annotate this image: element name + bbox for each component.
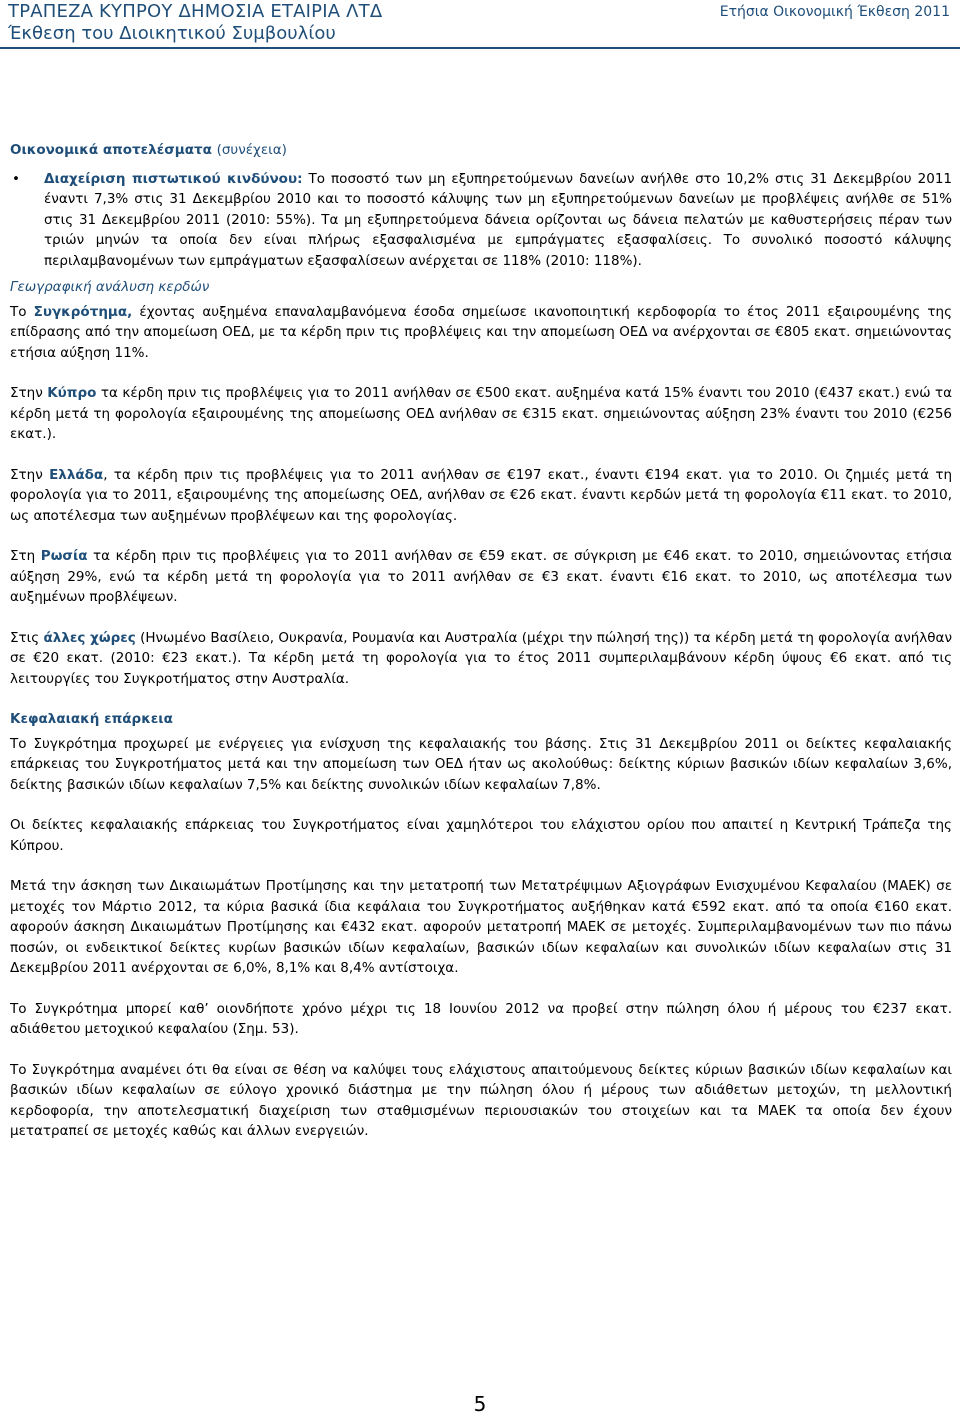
- geo-p5-bold: άλλες χώρες: [43, 629, 136, 646]
- capital-heading: Κεφαλαιακή επάρκεια: [10, 711, 173, 727]
- geo-russia-paragraph: [10, 546, 952, 608]
- capital-paragraph-2: Οι δείκτες κεφαλαιακής επάρκειας του Συγκροτήματος είναι χαμηλότεροι του ελάχιστου ορίου που απαιτεί η Κεντρική Τράπεζα της Κύπρου.: [10, 817, 952, 854]
- geo-p1-pre: Το: [10, 303, 34, 320]
- geo-p5-pre: Στις: [10, 629, 44, 646]
- section-title-paren: (συνέχεια): [216, 142, 287, 158]
- geo-greece-paragraph: [10, 465, 952, 527]
- document-body: [10, 140, 952, 1142]
- geo-p2-text: τα κέρδη πριν τις προβλέψεις για το 2011 ανήλθαν σε €500 εκατ. αυξημένα κατά 15% έναντι του 2010 (€437 εκατ.) ενώ τα κέρδη μετά τη φορολογία εξαιρουμένης της απομείωσης ΟΕΔ ανήλθαν σε €315 εκατ. σημειώνοντας αύξηση 23% έναντι του 2010 (€256 εκατ.).: [10, 385, 952, 442]
- geo-p3-pre: Στην: [10, 466, 50, 483]
- capital-paragraph-1: Το Συγκρότημα προχωρεί με ενέργειες για ενίσχυση της κεφαλαιακής του βάσης. Στις 31 Δεκεμβρίου 2011 οι δείκτες κεφαλαιακής επάρκειας του Συγκροτήματος μετά και την απομείωση των ΟΕΔ ήταν ως ακολούθως: δείκτης κύριων βασικών ιδίων κεφαλαίων 3,6%, δείκτης βασικών ιδίων κεφαλαίων 7,5% και δείκτης συνολικών ιδίων κεφαλαίων 7,8%.: [10, 735, 952, 793]
- geo-p4-pre: Στη: [10, 548, 41, 564]
- geo-p2-bold: Κύπρο: [47, 385, 97, 401]
- geo-p1-text: έχοντας αυξημένα επαναλαμβανόμενα έσοδα σημείωσε ικανοποιητική κερδοφορία το έτος 2011 εξαιρουμένης της επίδρασης από την απομείωση ΟΕΔ, με τα κέρδη πριν τις προβλέψεις και την απομείωση ΟΕΔ να ανέρχονται σε €805 εκατ. σημειώνοντας ετήσια αύξηση 11%.: [10, 303, 952, 361]
- geo-cyprus-paragraph: [10, 383, 952, 445]
- geo-heading: Γεωγραφική ανάλυση κερδών: [10, 279, 210, 295]
- geo-p4-text: τα κέρδη πριν τις προβλέψεις για το 2011 ανήλθαν σε €59 εκατ. σε σύγκριση με €46 εκατ. το 2010, σημειώνοντας ετήσια αύξηση 29%, ενώ τα κέρδη μετά τη φορολογία για το 2011 ανήλθαν σε €3 εκατ. έναντι €16 εκατ. το 2010, ως αποτέλεσμα των αυξημένων προβλέψεων.: [10, 548, 952, 605]
- header-subtitle: Έκθεση του Διοικητικού Συμβουλίου: [8, 23, 336, 44]
- geo-p2-pre: Στην: [10, 385, 48, 401]
- bullet-credit-risk: [10, 169, 952, 272]
- geo-p5-text: (Ηνωμένο Βασίλειο, Ουκρανία, Ρουμανία και Αυστραλία (μέχρι την πώλησή της)) τα κέρδη μετά τη φορολογία ανήλθαν σε €20 εκατ. (2010: €23 εκατ.). Τα κέρδη μετά τη φορολογία για το έτος 2011 συμπεριλαμβάνουν κέρδη ύψους €6 εκατ. από τις λειτουργίες του Συγκροτήματος στην Αυστραλία.: [10, 629, 952, 687]
- geo-other-paragraph: [10, 628, 952, 690]
- capital-paragraph-5: Το Συγκρότημα αναμένει ότι θα είναι σε θέση να καλύψει τους ελάχιστους απαιτούμενους δείκτες κύριων βασικών ιδίων κεφαλαίων και βασικών ιδίων κεφαλαίων σε εύλογο χρονικό διάστημα με την πώληση όλου ή μέρους των αδιάθετων μετοχών, τη μελλοντική κερδοφορία, την αποτελεσματική διαχείριση των σταθμισμένων περιουσιακών του στοιχείων και τα ΜΑΕΚ τα οποία δεν έχουν μετατραπεί σε μετοχές καθώς και άλλων ενεργειών.: [10, 1061, 952, 1139]
- geo-p4-bold: Ρωσία: [40, 548, 88, 564]
- section-title-text: Οικονομικά αποτελέσματα: [10, 142, 212, 158]
- capital-paragraph-3: Μετά την άσκηση των Δικαιωμάτων Προτίμησης και την μετατροπή των Μετατρέψιμων Αξιογράφων Ενισχυμένου Κεφαλαίου (ΜΑΕΚ) σε μετοχές τον Μάρτιο 2012, τα κύρια βασικά ίδια κεφάλαια του Συγκροτήματος αυξήθηκαν κατά €592 εκατ. από τα οποία €160 εκατ. αφορούν άσκηση Δικαιωμάτων Προτίμησης και €432 εκατ. αφορούν μετατροπή ΜΑΕΚ σε μετοχές. Συμπεριλαμβανομένων των πιο πάνω ποσών, οι ενδεικτικοί δείκτες κυρίων βασικών ιδίων κεφαλαίων, βασικών ιδίων κεφαλαίων και συνολικών ιδίων κεφαλαίων στις 31 Δεκεμβρίου 2011 ανέρχονται σε 6,0%, 8,1% και 8,4% αντίστοιχα.: [10, 878, 952, 976]
- bullet-icon: •: [12, 170, 20, 187]
- geo-group-paragraph: [10, 302, 952, 364]
- header-report-name: Ετήσια Οικονομική Έκθεση 2011: [719, 4, 950, 20]
- bullet-text: Το ποσοστό των μη εξυπηρετούμενων δανείων ανήλθε στο 10,2% στις 31 Δεκεμβρίου 2011 έναντι 7,3% στις 31 Δεκεμβρίου 2010 και το ποσοστό κάλυψης των μη εξυπηρετούμενων δανείων με προβλέψεις ανήλθε σε 51% στις 31 Δεκεμβρίου 2011 (2010: 55%). Τα μη εξυπηρετούμενα δάνεια ορίζονται ως δάνεια πελατών με καθυστερήσεις πέραν των τριών μηνών τα οποία δεν είναι πλήρως εξασφαλισμένα με εμπράγματες εξασφαλίσεις. Το συνολικό ποσοστό κάλυψης περιλαμβανομένων των εμπράγματων εξασφαλίσεων ανέρχεται σε 118% (2010: 118%).: [44, 170, 952, 269]
- capital-paragraph-4: Το Συγκρότημα μπορεί καθ’ οιονδήποτε χρόνο μέχρι τις 18 Ιουνίου 2012 να προβεί στην πώληση όλου ή μέρους του €237 εκατ. αδιάθετου μετοχικού κεφαλαίου (Σημ. 53).: [10, 1000, 952, 1037]
- bullet-paragraph: [44, 169, 952, 272]
- page-number: 5: [473, 1392, 487, 1416]
- page-header: [0, 0, 960, 50]
- geo-p3-text: , τα κέρδη πριν τις προβλέψεις για το 2011 ανήλθαν σε €197 εκατ., έναντι €194 εκατ. για το 2010. Οι ζημιές μετά τη φορολογία για το 2011, εξαιρουμένης της απομείωσης ΟΕΔ, ανήλθαν σε €26 εκατ. έναντι κερδών μετά τη φορολογία €11 εκατ. το 2010, ως αποτέλεσμα των αυξημένων προβλέψεων και της φορολογίας.: [10, 466, 953, 524]
- section-title: [10, 140, 952, 161]
- header-divider: [0, 47, 960, 49]
- header-title: ΤΡΑΠΕΖΑ ΚΥΠΡΟΥ ΔΗΜΟΣΙΑ ΕΤΑΙΡΙΑ ΛΤΔ: [8, 1, 383, 22]
- geo-p3-bold: Ελλάδα: [49, 466, 104, 483]
- bullet-lead: Διαχείριση πιστωτικού κινδύνου:: [44, 170, 303, 187]
- geo-p1-bold: Συγκρότημα,: [33, 303, 133, 320]
